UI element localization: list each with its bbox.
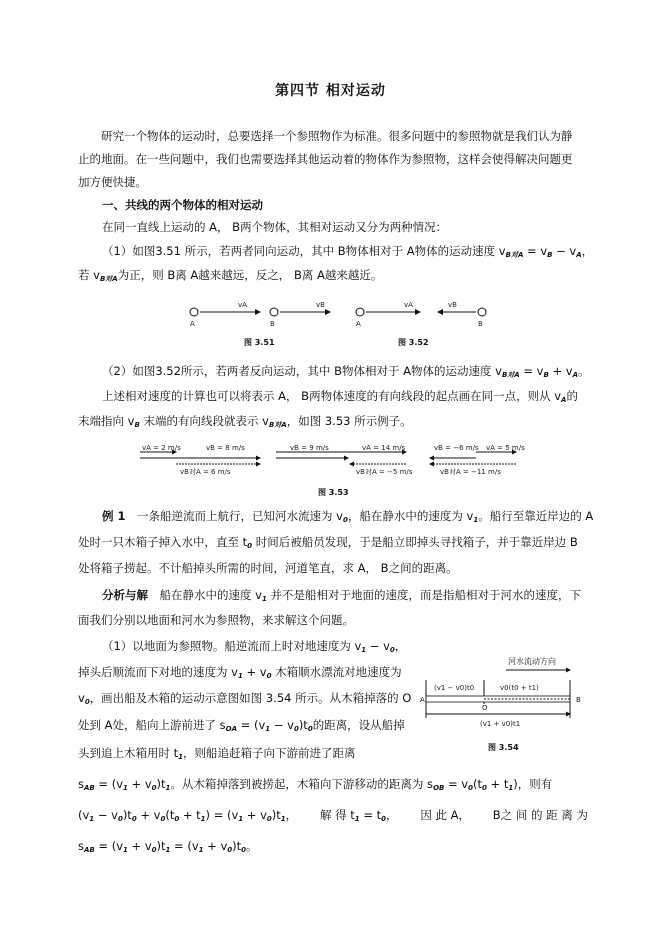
fig353-g1-va: vA = 2 m/s xyxy=(142,444,181,452)
analysis-line-2: 面我们分别以地面和河水为参照物，来求解这个问题。 xyxy=(78,613,354,627)
fig353-g1-vb: vB = 8 m/s xyxy=(206,444,245,452)
object-b-circle xyxy=(478,308,486,316)
fig353-g3-va: vA = 5 m/s xyxy=(486,444,525,452)
solution-line-4: 处到 A处，船向上游前进了 $s_{OA} = (v_1 - v_0)t_0$的距离，设从船掉 xyxy=(78,718,405,733)
para-line-1: 上述相对速度的计算也可以将表示 A， B两物体速度的有向线段的起点画在同一点，则从 $v_A$的 xyxy=(102,389,578,404)
figure-caption: 图 3.54 xyxy=(488,743,519,752)
figure-caption: 图 3.52 xyxy=(398,338,429,347)
analysis-line-1: 分析与解 船在静水中的速度 $v_1$ 并不是船相对于地面的速度，而是指船相对于河水的速度，下 xyxy=(102,588,581,603)
solution-line-2: 掉头后顺流而下对地的速度为 $v_1 + v_0$ 木箱顺水漂流对地速度为 xyxy=(78,665,402,680)
fig354-bottom-label: (v1 + v0)t1 xyxy=(480,720,521,728)
solution-line-5: 头到追上木箱用时 $t_1$，则船追赶箱子向下游前进了距离 xyxy=(78,746,356,761)
case2-line: （2）如图3.52所示，若两者反向运动，其中 B物体相对于 A物体的运动速度 $v_{B对A} = v_B + v_A$。 xyxy=(102,364,590,379)
fig351-label-a: A xyxy=(190,320,195,328)
fig351-va: vA xyxy=(238,301,247,309)
example-line-1: 例 1 一条船逆流而上航行，已知河水流速为 $v_0$，船在静水中的速度为 $v_1$。船行至靠近岸边的 A xyxy=(102,509,594,524)
figure-caption: 图 3.51 xyxy=(244,338,275,347)
fig354-point-b: B xyxy=(576,696,581,704)
example-line-3: 处将箱子捞起。不计船掉头所需的时间，河道笔直，求 A， B之间的距离。 xyxy=(78,561,458,575)
solution-line-3: $v_0$，画出船及木箱的运动示意图如图 3.54 所示。从木箱掉落的 O xyxy=(78,691,412,706)
intro-line-1: 研究一个物体的运动时，总要选择一个参照物作为标准。很多问题中的参照物就是我们认为静 xyxy=(101,129,573,143)
case1-line-2: 若 $v_{B对A}$为正，则 B离 A越来越远，反之， B离 A越来越近。 xyxy=(78,268,383,283)
case1-line-1: （1）如图3.51 所示，若两者同向运动，其中 B物体相对于 A物体的运动速度 $v_{B对A} = v_B - v_A$， xyxy=(102,244,594,259)
object-a-circle xyxy=(190,308,198,316)
fig352-label-a: A xyxy=(356,320,361,328)
fig353-g2-rel: vB对A = −5 m/s xyxy=(356,468,413,476)
example-line-2: 处时一只木箱子掉入水中，直至 $t_0$ 时间后被船员发现，于是船立即掉头寻找箱子，并于靠近岸边 B xyxy=(78,535,578,550)
solution-line-1: （1）以地面为参照物。船逆流而上时对地速度为 $v_1 - v_0$， xyxy=(102,639,407,654)
object-b-circle xyxy=(270,308,278,316)
intro-line-3: 加方便快捷。 xyxy=(78,175,147,189)
fig354-top-label: (v1 − v0)t0 xyxy=(434,684,475,692)
solution-line-6: $s_{AB} = (v_1 + v_0)t_1$。从木箱掉落到被捞起，木箱向下游移动的距离为 $s_{OB} = v_0(t_0 + t_1)$，则有 xyxy=(78,777,553,792)
para-line-2: 末端指向 $v_B$ 末端的有向线段就表示 $v_{B对A}$，如图 3.53 所示例子。 xyxy=(78,414,412,429)
fig354-point-a: A xyxy=(420,696,425,704)
fig353-g1-rel: vB对A = 6 m/s xyxy=(180,468,231,476)
fig354-point-o: O xyxy=(482,704,488,712)
object-a-circle xyxy=(356,308,364,316)
figure-3-54 xyxy=(420,656,600,736)
section-heading: 一、共线的两个物体的相对运动 xyxy=(102,198,263,212)
fig353-g3-rel: vB对A = −11 m/s xyxy=(440,468,501,476)
intro-line-2: 止的地面。在一些问题中，我们也需要选择其他运动着的物体作为参照物，这样会使得解决问题更 xyxy=(78,152,573,166)
fig352-va: vA xyxy=(404,301,413,309)
fig353-g2-va: vA = 14 m/s xyxy=(362,444,406,452)
fig352-label-b: B xyxy=(478,320,483,328)
fig352-vb: vB xyxy=(448,301,457,309)
fig351-vb: vB xyxy=(316,301,325,309)
page-title: 第四节 相对运动 xyxy=(275,83,386,99)
figure-3-51-52 xyxy=(180,296,500,348)
fig353-g2-vb: vB = 9 m/s xyxy=(290,444,329,452)
solution-line-8: $s_{AB} = (v_1 + v_0)t_1 = (v_1 + v_0)t_0$。 xyxy=(78,839,258,854)
figure-caption: 图 3.53 xyxy=(318,488,349,497)
section1-intro: 在同一直线上运动的 A， B两个物体，其相对运动又分为两种情况： xyxy=(102,220,448,234)
fig351-label-b: B xyxy=(270,320,275,328)
fig354-top-label-2: v0(t0 + t1) xyxy=(500,684,539,692)
fig353-g3-vb: vB = −6 m/s xyxy=(434,444,479,452)
solution-line-7: $(v_1 - v_0)t_0 + v_0(t_0 + t_1) = (v_1 + v_0)t_1$， 解 得 $t_1 = t_0$， 因 此 A， B之 间 的 距 离 为 xyxy=(78,808,588,823)
flow-direction-label: 河水流动方向 xyxy=(508,657,556,666)
figure-3-53 xyxy=(136,442,536,488)
